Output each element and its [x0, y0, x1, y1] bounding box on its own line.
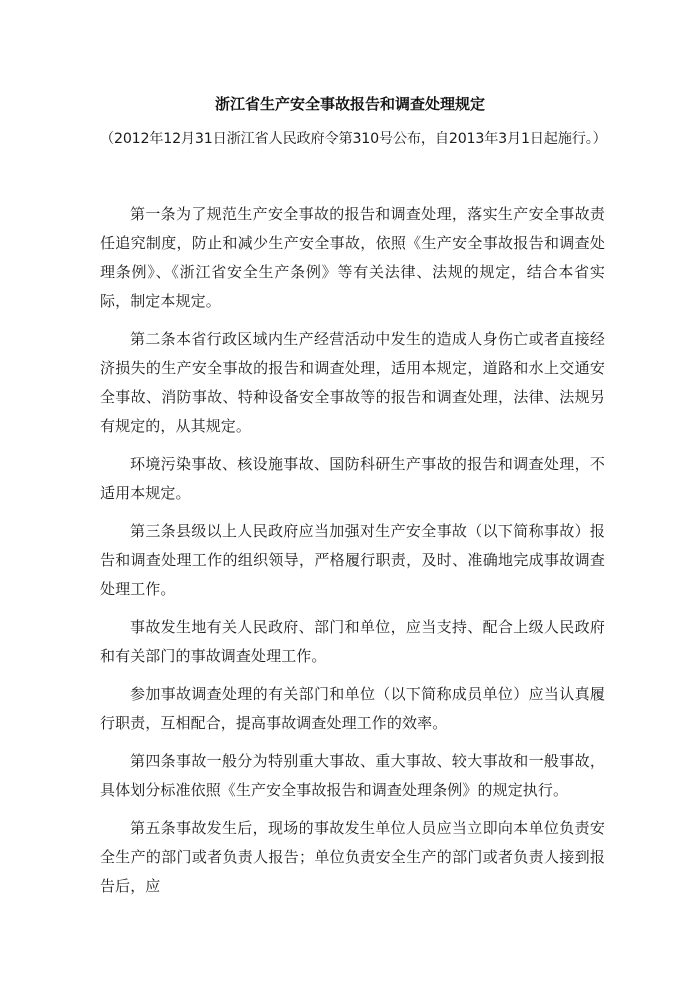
paragraph-article-3-members: 参加事故调查处理的有关部门和单位（以下简称成员单位）应当认真履行职责，互相配合，提高事故调查处理工作的效率。: [100, 685, 605, 732]
paragraph-article-2: 第二条本省行政区域内生产经营活动中发生的造成人身伤亡或者直接经济损失的生产安全事故的报告和调查处理，适用本规定，道路和水上交通安全事故、消防事故、特种设备安全事故等的报告和调查处理，法律、法规另有规定的，从其规定。: [100, 330, 605, 435]
document-title: 浙江省生产安全事故报告和调查处理规定: [214, 95, 485, 113]
document-subtitle: （2012年12月31日浙江省人民政府令第310号公布，自2013年3月1日起施行。）: [100, 131, 607, 147]
paragraph-article-3: 第三条县级以上人民政府应当加强对生产安全事故（以下简称事故）报告和调查处理工作的组织领导，严格履行职责，及时、准确地完成事故调查处理工作。: [100, 522, 605, 598]
paragraph-article-3-support: 事故发生地有关人民政府、部门和单位，应当支持、配合上级人民政府和有关部门的事故调查处理工作。: [100, 618, 605, 665]
paragraph-article-2-exclusion: 环境污染事故、核设施事故、国防科研生产事故的报告和调查处理，不适用本规定。: [100, 455, 605, 502]
document-body: [100, 200, 605, 901]
paragraph-article-5: 第五条事故发生后，现场的事故发生单位人员应当立即向本单位负责安全生产的部门或者负责人报告；单位负责安全生产的部门或者负责人接到报告后，应: [100, 819, 605, 895]
paragraph-article-1: 第一条为了规范生产安全事故的报告和调查处理，落实生产安全事故责任追究制度，防止和减少生产安全事故，依照《生产安全事故报告和调查处理条例》、《浙江省安全生产条例》等有关法律、法规的规定，结合本省实际，制定本规定。: [100, 205, 605, 310]
paragraph-article-4: 第四条事故一般分为特别重大事故、重大事故、较大事故和一般事故，具体划分标准依照《生产安全事故报告和调查处理条例》的规定执行。: [100, 752, 605, 799]
